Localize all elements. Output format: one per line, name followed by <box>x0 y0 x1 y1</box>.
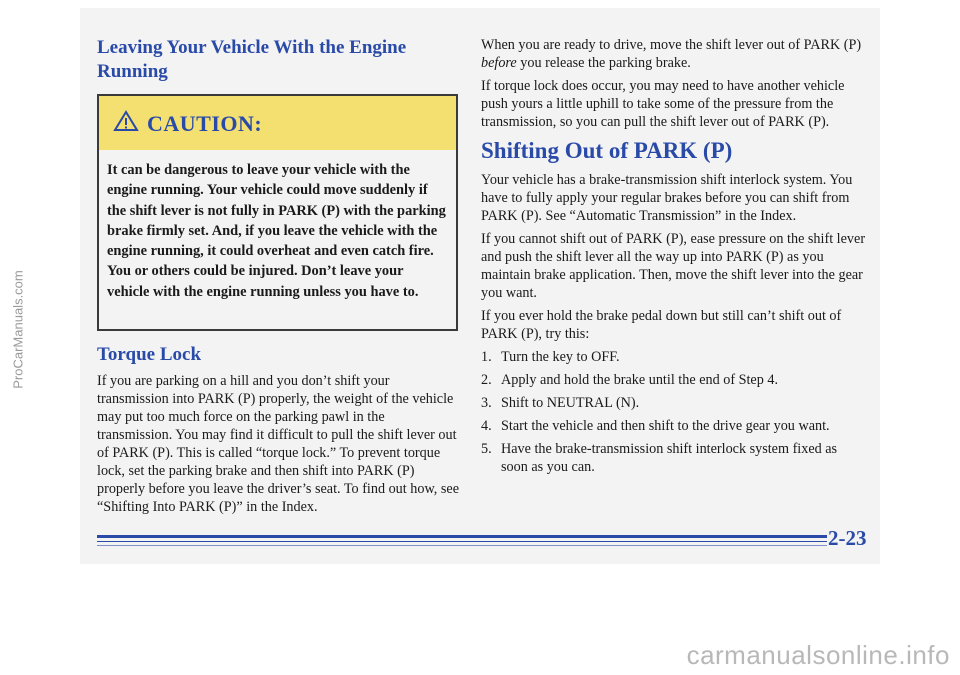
step-number: 3. <box>481 395 492 411</box>
step-number: 4. <box>481 418 492 434</box>
step-text: Shift to NEUTRAL (N). <box>501 395 640 411</box>
warning-triangle-icon <box>113 110 139 138</box>
torque-lock-paragraph: If you are parking on a hill and you don’t shift your transmission into PARK (P) properly, the weight of the vehicle may put too much force on the parking pawl in the transmission. You may find it difficult to pull the shift lever out of PARK (P). This is called “torque lock.” To prevent torque lock, set the parking brake and then shift into PARK (P) properly before you leave the driver’s seat. To find out how, see “Shifting Into PARK (P)” in the Index. <box>97 373 459 515</box>
left-column <box>97 36 457 84</box>
text-span: you release the parking brake. <box>516 55 691 71</box>
list-item <box>481 371 866 389</box>
step-number: 2. <box>481 372 492 388</box>
step-text: Apply and hold the brake until the end of Step 4. <box>501 372 778 388</box>
list-item <box>481 440 866 476</box>
footer-rule <box>97 545 827 546</box>
step-number: 5. <box>481 441 492 457</box>
section-heading-leaving-vehicle: Leaving Your Vehicle With the Engine Running <box>97 37 407 82</box>
footer-watermark: carmanualsonline.info <box>686 640 950 670</box>
footer-rule <box>97 541 827 542</box>
paragraph-torque-lock-occurs: If torque lock does occur, you may need to have another vehicle push yours a little uphill to take some of the pressure from the transmission, so you can pull the shift lever out of PARK (P). <box>481 78 845 130</box>
step-number: 1. <box>481 349 492 365</box>
paragraph-interlock: Your vehicle has a brake-transmission shift interlock system. You have to fully apply your regular brakes before you can shift from PARK (P). See “Automatic Transmission” in the Index. <box>481 172 853 224</box>
caution-title-text: CAUTION: <box>147 111 263 136</box>
list-item <box>481 394 866 412</box>
step-text: Start the vehicle and then shift to the drive gear you want. <box>501 418 830 434</box>
steps-list <box>481 348 866 476</box>
text-span: When you are ready to drive, move the shift lever out of PARK (P) <box>481 37 862 53</box>
section-heading-torque-lock: Torque Lock <box>97 344 202 365</box>
caution-body: It can be dangerous to leave your vehicle with the engine running. Your vehicle could move suddenly if the shift lever is not fully in PARK (P) with the parking brake firmly set. And, if you leave the vehicle with the engine running, it could overheat and even catch fire. You or others could be injured. Don’t leave your vehicle with the engine running unless you have to. <box>107 162 446 300</box>
page-number: 2-23 <box>828 526 867 550</box>
list-item <box>481 417 866 435</box>
caution-box <box>97 94 458 331</box>
paragraph-cannot-shift: If you cannot shift out of PARK (P), ease pressure on the shift lever and push the shift lever all the way up into PARK (P) as you maintain brake application. Then, move the shift lever into the gear you want. <box>481 231 866 301</box>
emphasis-before: before <box>481 55 517 71</box>
paragraph-ready-to-drive <box>481 36 866 72</box>
section-heading-shifting-out: Shifting Out of PARK (P) <box>481 138 733 163</box>
paragraph-try-this: If you ever hold the brake pedal down but still can’t shift out of PARK (P), try this: <box>481 308 842 342</box>
step-text: Turn the key to OFF. <box>501 349 620 365</box>
side-watermark: ProCarManuals.com <box>10 270 26 389</box>
right-column <box>481 36 866 481</box>
caution-title <box>113 110 262 138</box>
footer-rule <box>97 535 827 538</box>
step-text: Have the brake-transmission shift interlock system fixed as soon as you can. <box>501 441 838 475</box>
list-item <box>481 348 866 366</box>
